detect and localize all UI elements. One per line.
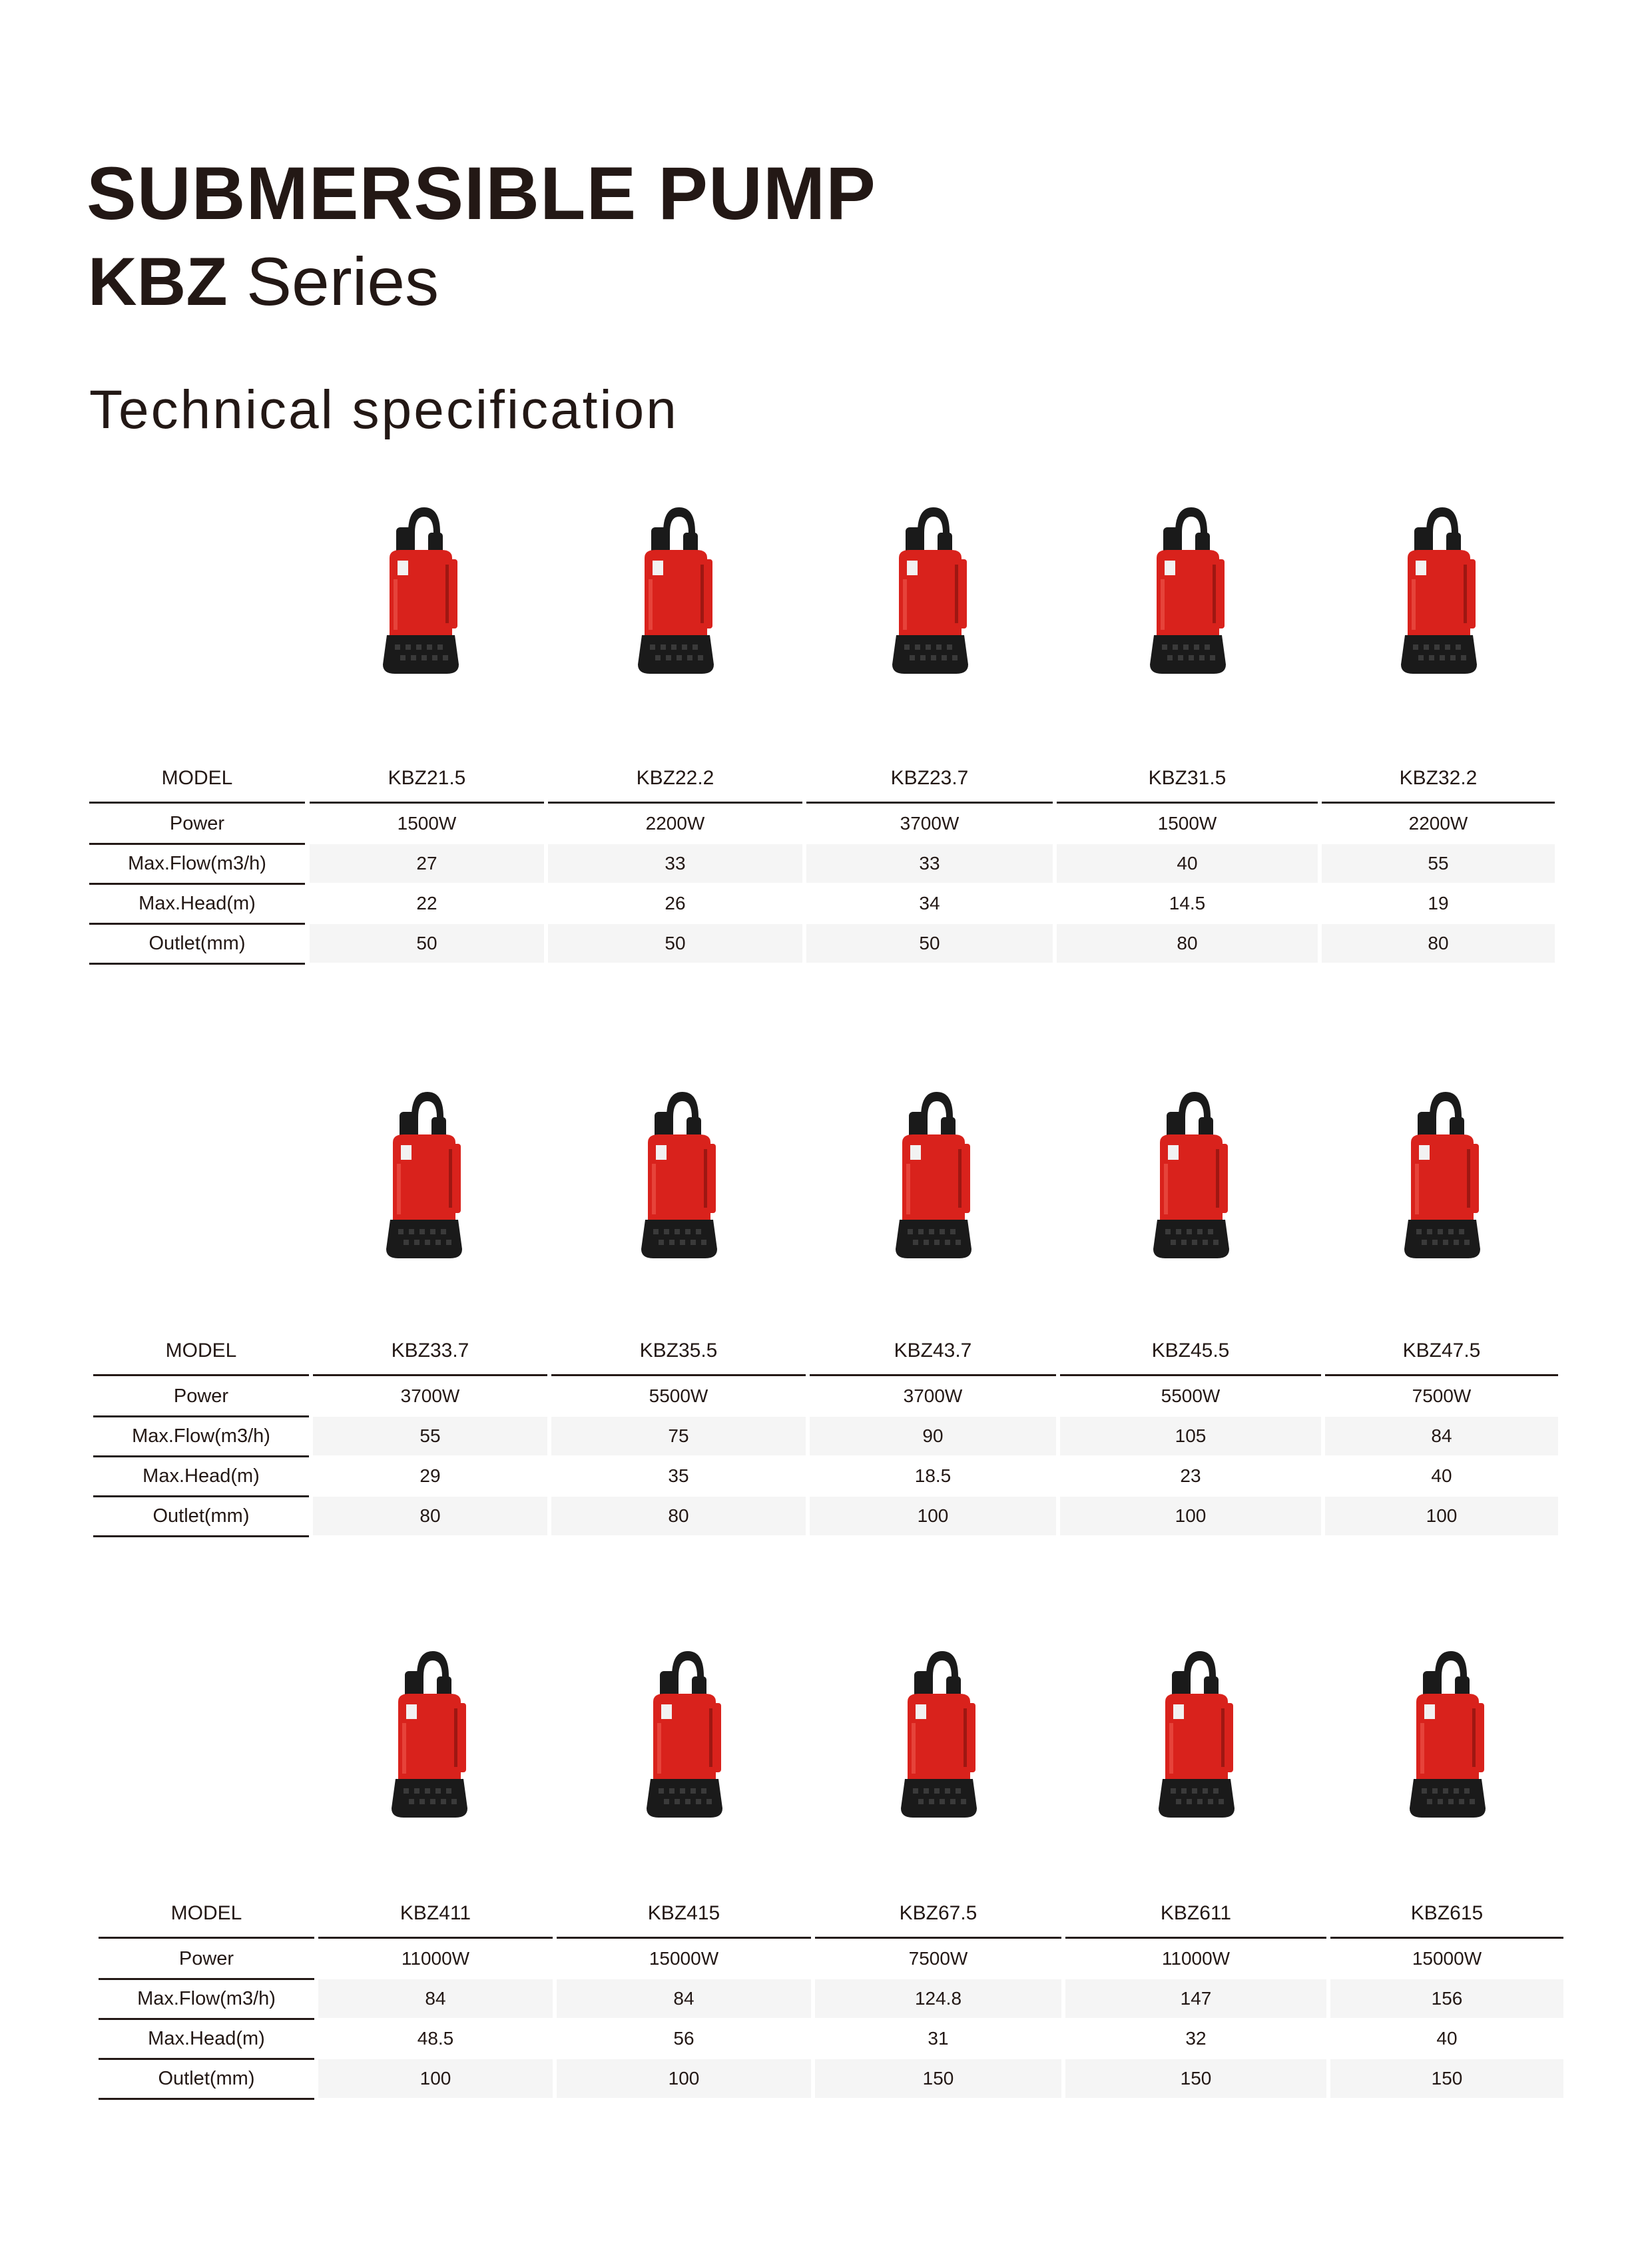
model-name: KBZ67.5 (899, 1902, 977, 1924)
cell-power: 3700W (900, 813, 960, 834)
cell-head: 40 (1431, 1465, 1452, 1486)
cell-flow: 105 (1060, 1417, 1321, 1455)
row-label-outlet: Outlet(mm) (152, 1505, 250, 1527)
cell-head: 22 (416, 893, 437, 913)
pump-image (625, 1091, 732, 1264)
cell-power: 7500W (1412, 1385, 1472, 1406)
header-rule (548, 802, 802, 804)
cell-head: 26 (665, 893, 686, 913)
cell-head: 31 (928, 2028, 949, 2049)
cell-head: 40 (1436, 2028, 1458, 2049)
cell-outlet: 100 (557, 2059, 811, 2098)
cell-head: 48.5 (417, 2028, 454, 2049)
label-header-rule (99, 1937, 314, 1939)
cell-head: 29 (419, 1465, 441, 1486)
cell-outlet: 100 (1060, 1497, 1321, 1535)
cell-flow: 55 (313, 1417, 547, 1455)
cell-flow: 33 (548, 844, 802, 883)
cell-head: 14.5 (1169, 893, 1206, 913)
cell-head: 34 (919, 893, 940, 913)
header-rule (310, 802, 544, 804)
pump-image (1394, 1650, 1500, 1823)
model-name: KBZ31.5 (1148, 767, 1227, 789)
model-label: MODEL (165, 1340, 237, 1362)
row-label-power: Power (173, 1385, 229, 1407)
row-label-outlet: Outlet(mm) (148, 932, 246, 954)
cell-power: 15000W (1412, 1948, 1482, 1969)
label-header-rule (89, 802, 305, 804)
cell-outlet: 50 (310, 924, 544, 963)
pump-image (1388, 1091, 1495, 1264)
pump-image (885, 1650, 991, 1823)
cell-power: 2200W (645, 813, 705, 834)
header-rule (815, 1937, 1061, 1939)
model-name: KBZ33.7 (391, 1340, 469, 1362)
header-rule (1057, 802, 1318, 804)
cell-outlet: 80 (1057, 924, 1318, 963)
cell-head: 32 (1185, 2028, 1207, 2049)
cell-power: 5500W (649, 1385, 708, 1406)
cell-outlet: 80 (551, 1497, 806, 1535)
row-label-outlet: Outlet(mm) (158, 2067, 255, 2089)
cell-outlet: 80 (313, 1497, 547, 1535)
pump-image (880, 1091, 986, 1264)
header-rule (557, 1937, 811, 1939)
cell-power: 15000W (649, 1948, 719, 1969)
cell-outlet: 100 (1325, 1497, 1558, 1535)
cell-head: 23 (1180, 1465, 1201, 1486)
pump-image (631, 1650, 737, 1823)
model-name: KBZ415 (647, 1902, 720, 1924)
cell-outlet: 80 (1322, 924, 1555, 963)
header-rule (1060, 1374, 1321, 1376)
cell-outlet: 150 (1065, 2059, 1326, 2098)
cell-flow: 156 (1330, 1979, 1563, 2018)
model-name: KBZ21.5 (388, 767, 466, 789)
header-rule (1330, 1937, 1563, 1939)
model-name: KBZ22.2 (636, 767, 714, 789)
model-name: KBZ32.2 (1399, 767, 1478, 789)
model-name: KBZ43.7 (894, 1340, 972, 1362)
row-label-head: Max.Head(m) (142, 1465, 260, 1487)
pump-image (370, 1091, 477, 1264)
row-label-rule (99, 2098, 314, 2100)
cell-outlet: 50 (548, 924, 802, 963)
header-rule (318, 1937, 553, 1939)
label-header-rule (93, 1374, 309, 1376)
header-rule (313, 1374, 547, 1376)
cell-head: 19 (1428, 893, 1449, 913)
header-rule (1325, 1374, 1558, 1376)
cell-power: 7500W (908, 1948, 968, 1969)
cell-power: 2200W (1408, 813, 1468, 834)
section-title: Technical specification (89, 379, 679, 440)
cell-flow: 147 (1065, 1979, 1326, 2018)
model-name: KBZ611 (1160, 1902, 1232, 1924)
model-name: KBZ45.5 (1151, 1340, 1230, 1362)
model-label: MODEL (170, 1902, 242, 1924)
cell-flow: 84 (318, 1979, 553, 2018)
row-label-power: Power (169, 812, 225, 834)
cell-flow: 27 (310, 844, 544, 883)
cell-flow: 33 (806, 844, 1053, 883)
page-title: SUBMERSIBLE PUMP (87, 152, 876, 235)
model-name: KBZ47.5 (1402, 1340, 1481, 1362)
cell-head: 35 (668, 1465, 689, 1486)
row-label-power: Power (178, 1947, 234, 1969)
row-label-flow: Max.Flow(m3/h) (132, 1425, 270, 1447)
cell-flow: 84 (557, 1979, 811, 2018)
cell-flow: 55 (1322, 844, 1555, 883)
row-label-flow: Max.Flow(m3/h) (128, 852, 266, 874)
cell-outlet: 100 (318, 2059, 553, 2098)
cell-outlet: 150 (815, 2059, 1061, 2098)
row-label-flow: Max.Flow(m3/h) (137, 1987, 276, 2009)
model-name: KBZ23.7 (890, 767, 969, 789)
cell-outlet: 50 (806, 924, 1053, 963)
header-rule (810, 1374, 1056, 1376)
model-label: MODEL (161, 767, 233, 789)
model-name: KBZ411 (400, 1902, 471, 1924)
cell-power: 11000W (401, 1948, 470, 1969)
cell-head: 56 (673, 2028, 694, 2049)
header-rule (1322, 802, 1555, 804)
cell-flow: 124.8 (815, 1979, 1061, 2018)
header-rule (806, 802, 1053, 804)
pump-image (1137, 1091, 1244, 1264)
header-rule (551, 1374, 806, 1376)
cell-power: 1500W (397, 813, 457, 834)
cell-outlet: 150 (1330, 2059, 1563, 2098)
cell-power: 3700W (400, 1385, 460, 1406)
cell-power: 11000W (1161, 1948, 1231, 1969)
model-name: KBZ615 (1410, 1902, 1484, 1924)
series-code: KBZ (88, 244, 228, 320)
cell-flow: 90 (810, 1417, 1056, 1455)
row-label-rule (93, 1535, 309, 1537)
row-label-rule (89, 963, 305, 965)
cell-flow: 75 (551, 1417, 806, 1455)
pump-image (376, 1650, 482, 1823)
cell-flow: 40 (1057, 844, 1318, 883)
model-name: KBZ35.5 (639, 1340, 718, 1362)
cell-outlet: 100 (810, 1497, 1056, 1535)
pump-image (1143, 1650, 1249, 1823)
header-rule (1065, 1937, 1326, 1939)
cell-flow: 84 (1325, 1417, 1558, 1455)
cell-power: 5500W (1161, 1385, 1221, 1406)
row-label-head: Max.Head(m) (148, 2027, 265, 2049)
cell-power: 3700W (903, 1385, 963, 1406)
cell-power: 1500W (1157, 813, 1217, 834)
row-label-head: Max.Head(m) (138, 892, 256, 914)
series-word: Series (227, 244, 439, 320)
cell-head: 18.5 (914, 1465, 952, 1486)
